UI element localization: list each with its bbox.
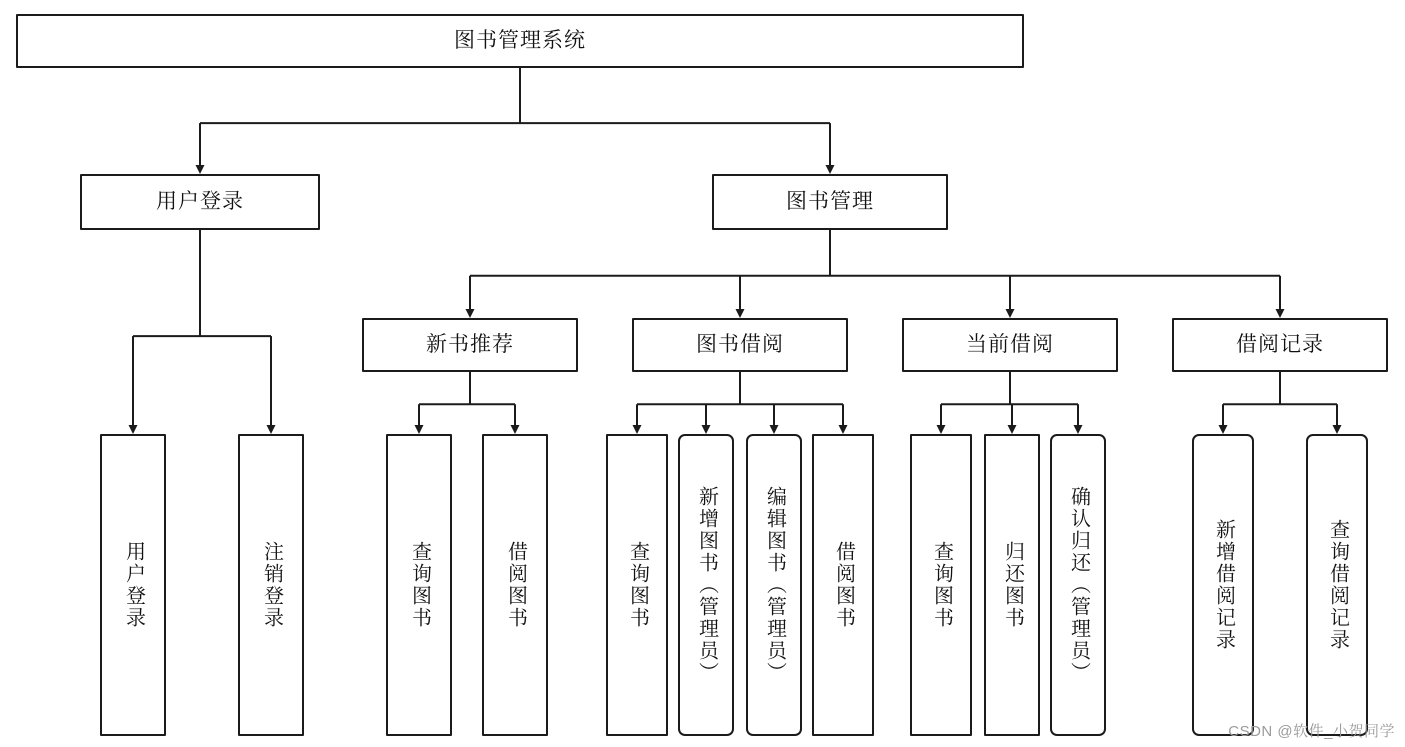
connector-bus-book-manage (470, 230, 1280, 276)
node-leaf-borrow-book-1: 借阅图书 (482, 434, 548, 736)
node-root: 图书管理系统 (16, 14, 1024, 68)
connector-bus-root (200, 68, 830, 123)
connector-bus-borrow-record (1223, 372, 1337, 404)
node-leaf-query-book-2: 查询图书 (606, 434, 668, 736)
node-new-book-rec: 新书推荐 (362, 318, 578, 372)
node-book-manage: 图书管理 (712, 174, 948, 230)
node-borrow-record: 借阅记录 (1172, 318, 1388, 372)
node-leaf-edit-book: 编辑图书（管理员） (746, 434, 802, 736)
connector-bus-book-borrow (637, 372, 843, 404)
node-user-login: 用户登录 (80, 174, 320, 230)
node-leaf-user-login: 用户登录 (100, 434, 166, 736)
node-leaf-query-record: 查询借阅记录 (1306, 434, 1368, 736)
node-leaf-return-book: 归还图书 (984, 434, 1040, 736)
connector-bus-current-borrow (941, 372, 1078, 404)
node-leaf-borrow-book-2: 借阅图书 (812, 434, 874, 736)
node-leaf-logout: 注销登录 (238, 434, 304, 736)
node-leaf-add-book: 新增图书（管理员） (678, 434, 734, 736)
node-leaf-confirm-return: 确认归还（管理员） (1050, 434, 1106, 736)
connector-bus-user-login (133, 230, 271, 336)
node-current-borrow: 当前借阅 (902, 318, 1118, 372)
node-book-borrow: 图书借阅 (632, 318, 848, 372)
node-leaf-query-book-3: 查询图书 (910, 434, 972, 736)
watermark-label: CSDN @软件_小贺同学 (1228, 723, 1395, 740)
connector-bus-new-book-rec (419, 372, 515, 404)
node-leaf-query-book-1: 查询图书 (386, 434, 452, 736)
node-leaf-add-record: 新增借阅记录 (1192, 434, 1254, 736)
